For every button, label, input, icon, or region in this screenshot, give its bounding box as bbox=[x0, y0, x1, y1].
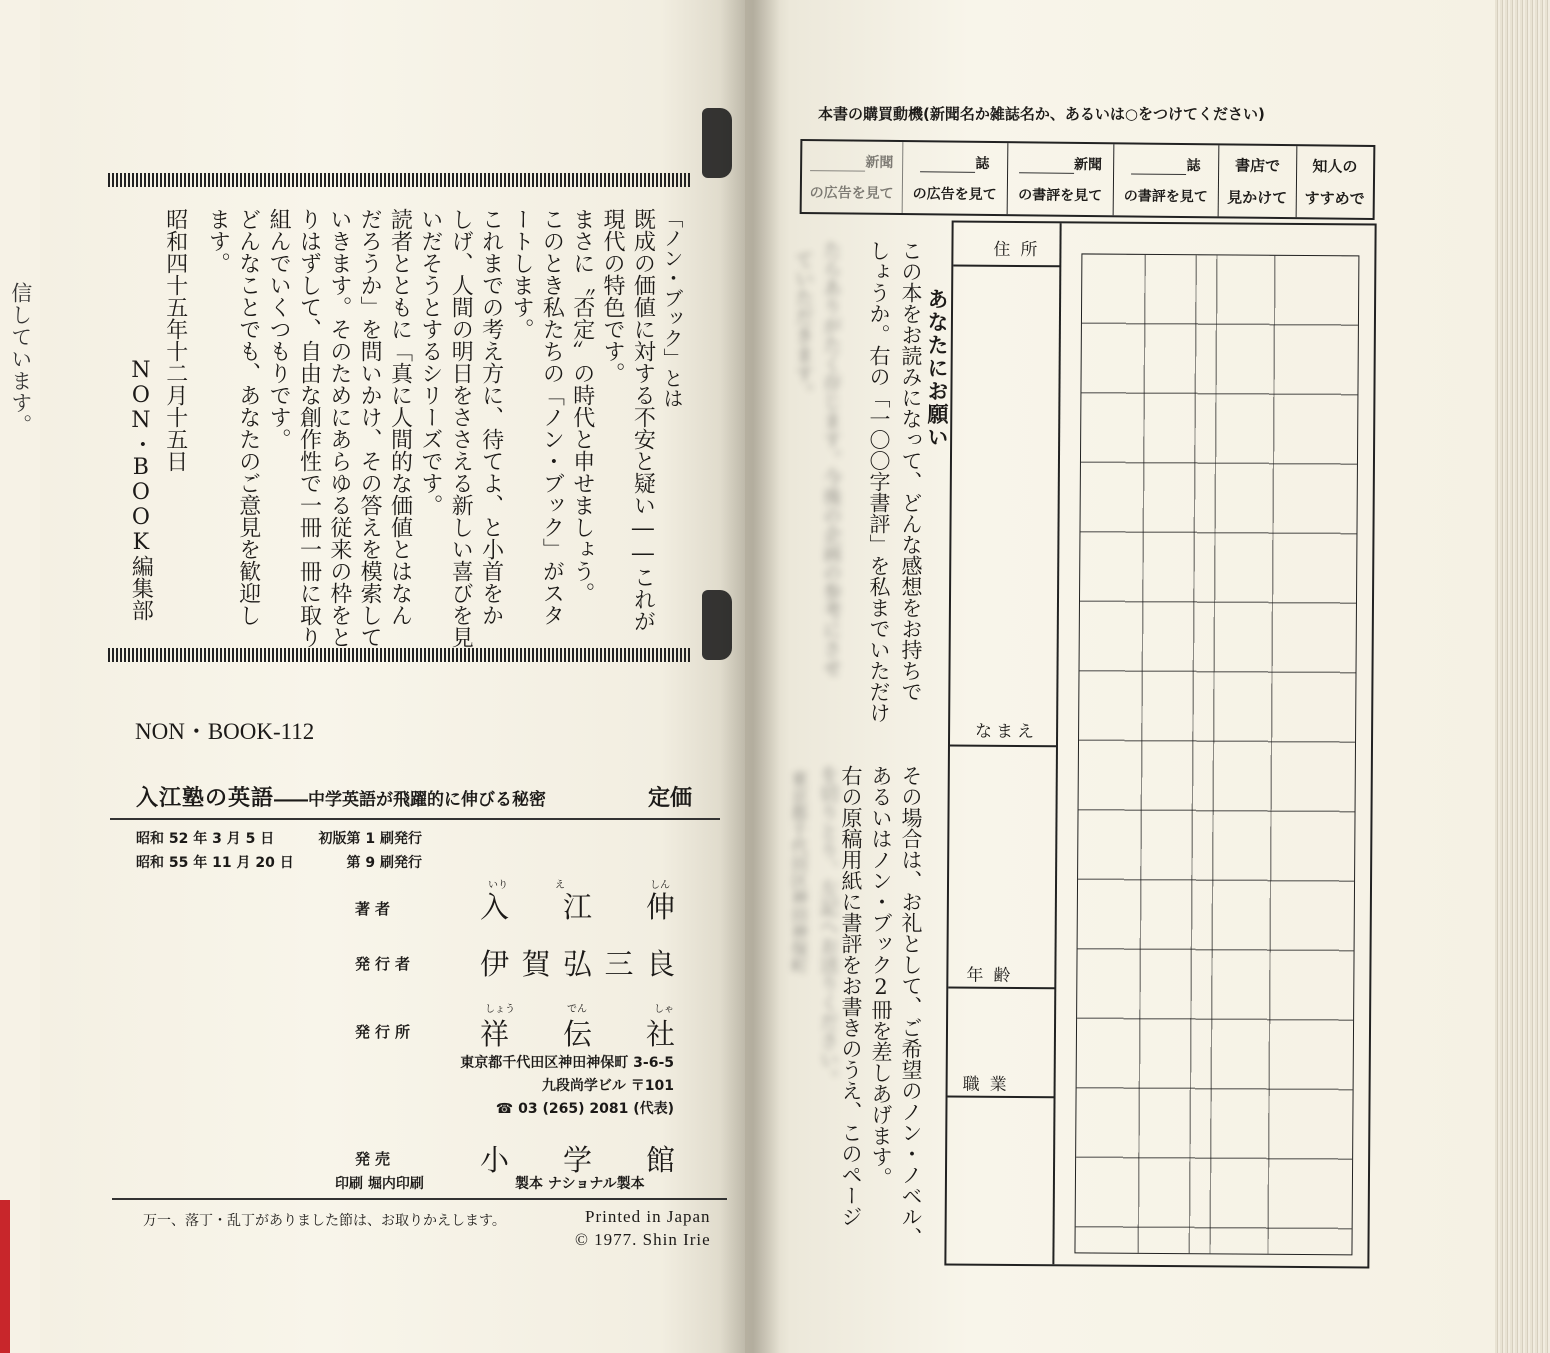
motive-top: 誌 bbox=[1186, 157, 1201, 174]
manifesto-line: ートします。 bbox=[508, 208, 534, 340]
motive-option[interactable] bbox=[802, 141, 903, 213]
furigana: でん bbox=[567, 1004, 587, 1015]
furigana: え bbox=[555, 880, 565, 891]
edition-date: 昭和 55 年 11 月 20 日 bbox=[136, 855, 294, 871]
binder: 製本 ナショナル製本 bbox=[515, 1176, 645, 1192]
manifesto-line: このとき私たちの「ノン・ブック」がスタ bbox=[539, 208, 565, 626]
motive-option[interactable] bbox=[1296, 146, 1373, 218]
edition-date: 昭和 52 年 3 月 5 日 bbox=[136, 831, 275, 847]
manifesto-line: 既成の価値に対する不安と疑い――これが bbox=[630, 208, 656, 632]
series-number: NON・BOOK-112 bbox=[135, 719, 315, 744]
form-rule bbox=[948, 1096, 1055, 1098]
blurred-text: たらありがたく存じます。今後の企画の参考にさせ bbox=[820, 240, 842, 677]
edition-note: 初版第 1 刷発行 bbox=[318, 831, 422, 847]
book-subtitle: ――中学英語が飛躍的に伸びる秘密 bbox=[274, 790, 547, 810]
furigana: しん bbox=[650, 880, 670, 891]
purchase-motive-table bbox=[800, 139, 1376, 220]
decorative-rule-bottom bbox=[108, 648, 690, 662]
furigana: いり bbox=[488, 880, 508, 891]
edition-note: 第 9 刷発行 bbox=[346, 855, 422, 871]
printed-in: Printed in Japan bbox=[585, 1207, 711, 1226]
motive-bottom: 見かけて bbox=[1227, 188, 1288, 207]
blurred-text: ていただきます。 bbox=[792, 250, 814, 402]
manifesto-line: 読者とともに「真に人間的な価値とはなん bbox=[387, 208, 413, 626]
bleed-through-mark bbox=[702, 108, 732, 178]
furigana: しょう bbox=[485, 1004, 515, 1015]
name-char: 弘 bbox=[562, 947, 592, 981]
name-char: 祥 bbox=[480, 1017, 510, 1051]
name-char: 江 bbox=[562, 890, 592, 924]
printer: 印刷 堀内印刷 bbox=[335, 1176, 424, 1192]
address-label: 住所 bbox=[993, 239, 1048, 261]
motive-bottom: すすめで bbox=[1304, 189, 1365, 208]
name-char: 賀 bbox=[521, 947, 551, 981]
motive-bottom: の広告を見て bbox=[912, 186, 997, 204]
form-divider bbox=[1052, 223, 1061, 1264]
name-char: 伊 bbox=[480, 947, 510, 981]
name-char: 伝 bbox=[562, 1017, 592, 1051]
divider bbox=[112, 1198, 727, 1200]
publisher-phone: ☎ 03 (265) 2081 (代表) bbox=[495, 1101, 674, 1117]
manifesto-line: いだそうとするシリーズです。 bbox=[417, 208, 443, 516]
manifesto-line: 現代の特色です。 bbox=[600, 208, 626, 384]
manifesto-title: 「ノン・ブック」とは bbox=[660, 208, 684, 408]
age-label: 年齢 bbox=[966, 965, 1021, 987]
form-rule bbox=[953, 265, 1060, 267]
manifesto-date: 昭和四十五年十二月十五日 bbox=[162, 208, 188, 472]
book-title: 入江塾の英語 bbox=[136, 786, 275, 811]
name-char: 良 bbox=[645, 947, 675, 981]
motive-bottom: の広告を見て bbox=[809, 185, 894, 203]
bleed-through-mark bbox=[702, 590, 732, 660]
furigana: しゃ bbox=[654, 1004, 674, 1015]
previous-page-fragment: 信しています。 bbox=[8, 282, 33, 436]
purchase-motive-heading bbox=[818, 103, 1265, 124]
name-label: なまえ bbox=[975, 721, 1039, 743]
fill-in-blank[interactable] bbox=[1131, 161, 1186, 175]
name-char: 入 bbox=[480, 890, 510, 924]
request-line: 右の原稿用紙に書評をお書きのうえ、このページ bbox=[839, 765, 863, 1227]
motive-option[interactable] bbox=[1113, 144, 1219, 216]
motive-bottom: の書評を見て bbox=[1018, 187, 1103, 205]
divider bbox=[110, 818, 720, 820]
publisher-building: 九段尚学ビル 〒101 bbox=[541, 1078, 674, 1094]
request-title: あなたにお願い bbox=[925, 288, 949, 449]
publishing-house-name bbox=[480, 1012, 675, 1053]
decorative-rule-top bbox=[108, 173, 690, 187]
request-text-lower bbox=[835, 765, 925, 1248]
manifesto-line: いきます。そのためにあらゆる従来の枠をと bbox=[326, 208, 352, 648]
publisher-name bbox=[480, 942, 675, 983]
manifesto-signature: NON・BOOK編集部 bbox=[128, 358, 154, 621]
manifesto-spacer bbox=[190, 208, 202, 638]
name-char: 伸 bbox=[645, 890, 675, 924]
book-gutter bbox=[720, 0, 780, 1353]
motive-top: 知人の bbox=[1312, 157, 1358, 177]
manuscript-grid[interactable] bbox=[1074, 253, 1359, 1255]
publisher-address: 東京都千代田区神田神保町 3-6-5 bbox=[460, 1055, 674, 1071]
manifesto-line: だろうか」を問いかけ、その答えを模索して bbox=[357, 208, 383, 648]
manifesto-line: ます。 bbox=[205, 208, 231, 274]
red-bookmark-tab bbox=[0, 1200, 10, 1353]
request-line: その場合は、お礼として、ご希望のノン・ノベル、 bbox=[899, 765, 923, 1248]
motive-option[interactable] bbox=[1219, 145, 1297, 217]
author-role: 著者 bbox=[355, 900, 396, 918]
fill-in-blank[interactable] bbox=[810, 158, 865, 172]
name-char: 館 bbox=[645, 1143, 675, 1177]
non-book-manifesto bbox=[125, 208, 685, 648]
request-line: あるいはノン・ブック2冊を差しあげます。 bbox=[869, 765, 893, 1188]
motive-bottom: の書評を見て bbox=[1123, 188, 1208, 206]
manifesto-line: 組んでいくつもりです。 bbox=[266, 208, 292, 450]
motive-top: 書店で bbox=[1234, 156, 1281, 176]
seller-role: 発売 bbox=[355, 1150, 396, 1168]
publisher-role: 発行者 bbox=[355, 955, 416, 973]
review-form bbox=[944, 221, 1376, 1269]
book-title-line bbox=[136, 781, 546, 812]
replacement-note: 万一、落丁・乱丁がありました節は、お取りかえします。 bbox=[143, 1213, 506, 1229]
publishing-house-role: 発行所 bbox=[355, 1023, 416, 1041]
motive-top: 新聞 bbox=[865, 154, 894, 171]
motive-note: (新聞名か雑誌名か、あるいは○をつけてください) bbox=[923, 105, 1265, 123]
motive-top: 新聞 bbox=[1073, 156, 1103, 173]
price-label: 定価 bbox=[648, 786, 693, 811]
page-edges bbox=[1495, 0, 1550, 1353]
manifesto-line: どんなことでも、あなたのご意見を歓迎し bbox=[235, 208, 261, 626]
fill-in-blank[interactable] bbox=[920, 159, 975, 173]
copyright: © 1977. Shin Irie bbox=[575, 1230, 711, 1249]
manifesto-line: りはずして、自由な創作性で一冊一冊に取り bbox=[296, 208, 322, 648]
manifesto-line: まさに〝否定〟の時代と申せましょう。 bbox=[569, 208, 595, 604]
manifesto-line: しげ、人間の明日をささえる新しい喜びを見 bbox=[448, 208, 474, 648]
motive-title: 本書の購買動機 bbox=[818, 105, 924, 123]
job-label: 職業 bbox=[962, 1074, 1017, 1096]
motive-option[interactable] bbox=[902, 142, 1008, 214]
motive-option[interactable] bbox=[1008, 143, 1114, 215]
form-rule bbox=[948, 987, 1055, 989]
blurred-text: 東京都千代田区神田神保町 bbox=[787, 770, 807, 974]
name-char: 学 bbox=[562, 1143, 592, 1177]
request-line: この本をお読みになって、どんな感想をお持ちで bbox=[899, 240, 923, 702]
blurred-text: を切りとり、左記へお送りください。 bbox=[817, 765, 839, 1088]
form-rule bbox=[950, 745, 1057, 747]
author-name bbox=[480, 885, 675, 926]
manifesto-line: これまでの考え方に、待てよ、と小首をか bbox=[478, 208, 504, 626]
name-char: 三 bbox=[604, 947, 634, 981]
name-char: 社 bbox=[645, 1017, 675, 1051]
name-char: 小 bbox=[480, 1143, 510, 1177]
request-line: しょうか。右の「一〇〇字書評」を私までいただけ bbox=[867, 240, 891, 723]
motive-top: 誌 bbox=[975, 155, 990, 172]
fill-in-blank[interactable] bbox=[1019, 160, 1074, 174]
